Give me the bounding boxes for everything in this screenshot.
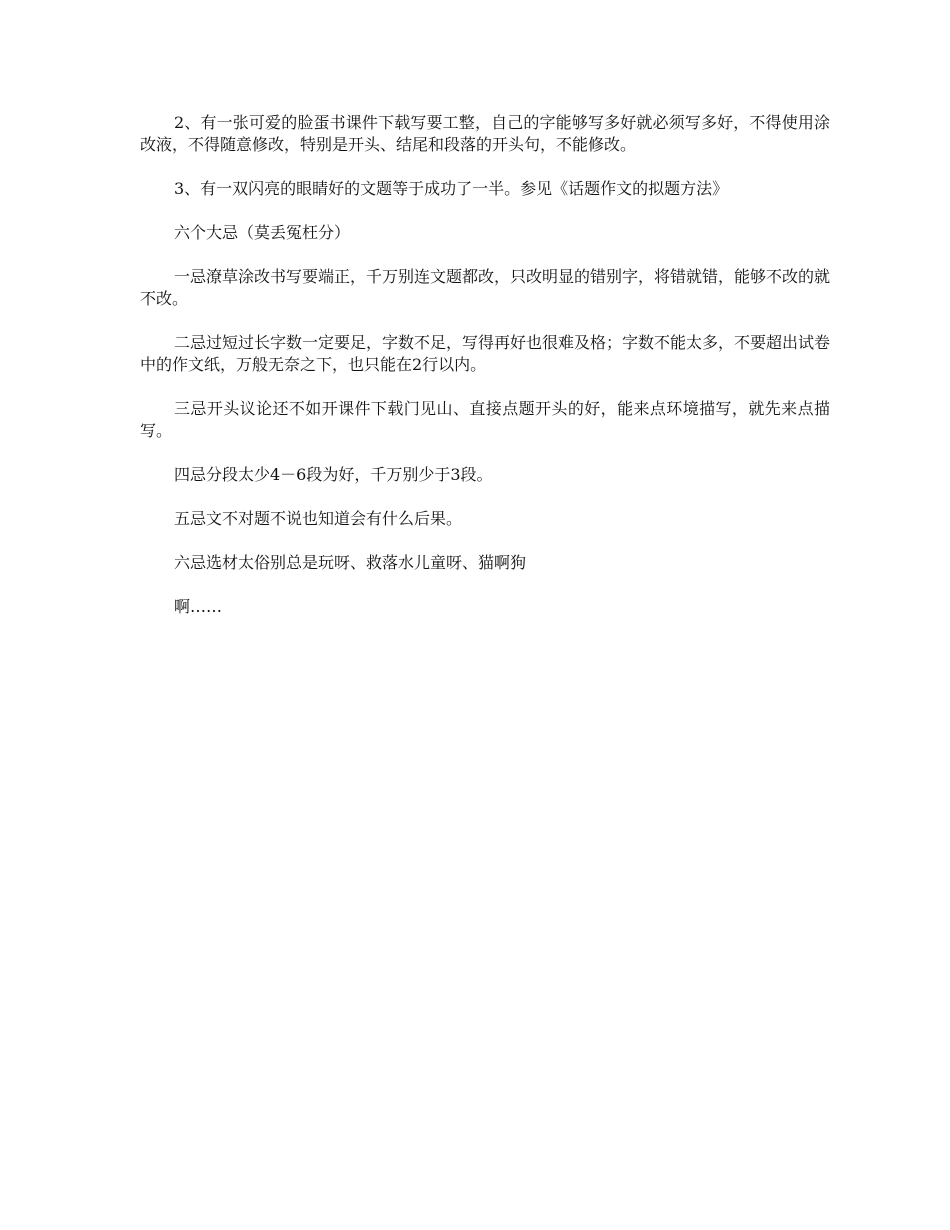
section-heading-six-taboos: 六个大忌（莫丢冤枉分）	[174, 223, 351, 242]
paragraph-taboo-6: 六忌选材太俗别总是玩呀、救落水儿童呀、猫啊狗	[174, 553, 527, 572]
paragraph-taboo-3: 三忌开头议论还不如开课件下载门见山、直接点题开头的好，能来点环境描写，就先来点描写。	[140, 399, 830, 440]
paragraph-handwriting-rule: 2、有一张可爱的脸蛋书课件下载写要工整，自己的字能够写多好就必须写多好，不得使用涂改液，不得随意修改，特别是开头、结尾和段落的开头句，不能修改。	[140, 113, 830, 154]
document-body	[140, 112, 830, 640]
paragraph-title-rule: 3、有一双闪亮的眼睛好的文题等于成功了一半。参见《话题作文的拟题方法》	[174, 179, 729, 198]
paragraph-ellipsis: 啊……	[174, 597, 223, 616]
paragraph-taboo-1: 一忌潦草涂改书写要端正，千万别连文题都改，只改明显的错别字，将错就错，能够不改的就不改。	[140, 267, 831, 308]
paragraph-taboo-2: 二忌过短过长字数一定要足，字数不足，写得再好也很难及格；字数不能太多，不要超出试卷中的作文纸，万般无奈之下，也只能在2行以内。	[140, 333, 831, 374]
paragraph-taboo-4: 四忌分段太少4－6段为好，千万别少于3段。	[174, 465, 493, 484]
paragraph-taboo-5: 五忌文不对题不说也知道会有什么后果。	[174, 509, 463, 528]
